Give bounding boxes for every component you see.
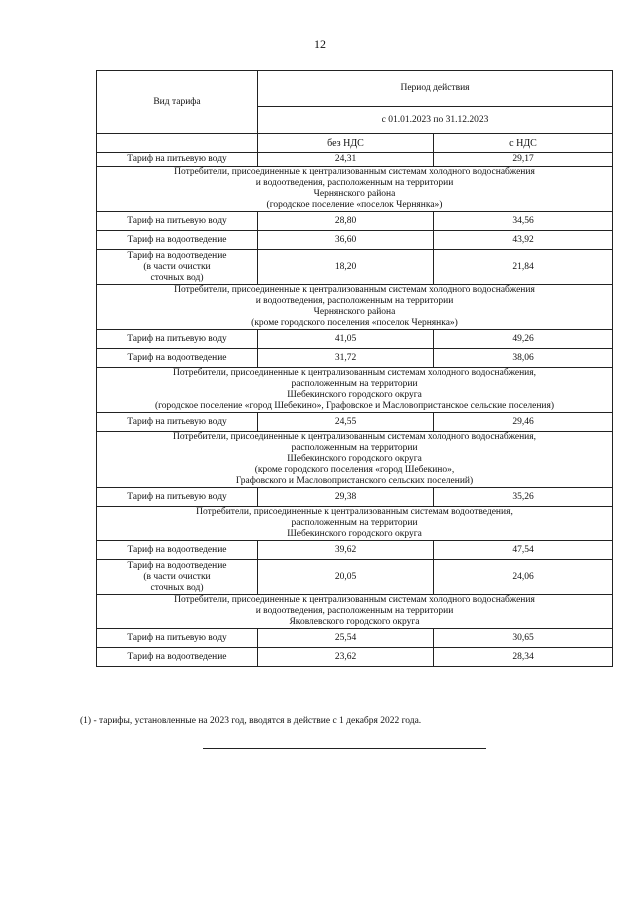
value-with-vat: 30,65	[434, 629, 613, 648]
group-header-row	[97, 368, 613, 413]
table-row	[97, 330, 613, 349]
row-label-line: сточных вод)	[150, 582, 204, 593]
group-heading-line: Яковлевского городского округа	[289, 617, 420, 627]
table-row	[97, 250, 613, 285]
group-heading-line: расположенным на территории	[291, 379, 418, 389]
row-label	[97, 560, 258, 595]
row-label: Тариф на водоотведение	[97, 349, 258, 368]
value-with-vat: 28,34	[434, 648, 613, 667]
group-header-row	[97, 285, 613, 330]
value-without-vat: 39,62	[258, 541, 434, 560]
row-label	[97, 250, 258, 285]
row-label: Тариф на питьевую воду	[97, 153, 258, 167]
group-heading-line: (городское поселение «город Шебекино», Графовское и Масловопристанское сельские поселения)	[154, 401, 555, 411]
table-body	[97, 153, 613, 667]
value-without-vat: 28,80	[258, 212, 434, 231]
group-heading-line: Потребители, присоединенные к централизованным системам холодного водоснабжения	[174, 167, 535, 177]
tariff-kind-header: Вид тарифа	[97, 71, 258, 134]
value-without-vat: 31,72	[258, 349, 434, 368]
value-without-vat: 25,54	[258, 629, 434, 648]
table-row	[97, 413, 613, 432]
table-row	[97, 212, 613, 231]
row-label: Тариф на питьевую воду	[97, 629, 258, 648]
group-heading-line: и водоотведения, расположенным на территории	[255, 296, 454, 306]
row-label: Тариф на питьевую воду	[97, 488, 258, 507]
value-without-vat: 18,20	[258, 250, 434, 285]
group-heading-line: Шебекинского городского округа	[287, 454, 422, 464]
value-without-vat: 24,31	[258, 153, 434, 167]
value-with-vat: 29,17	[434, 153, 613, 167]
group-heading-line: (кроме городского поселения «город Шебекино»,	[254, 465, 455, 475]
row-label: Тариф на водоотведение	[97, 648, 258, 667]
value-with-vat: 43,92	[434, 231, 613, 250]
group-heading-line: и водоотведения, расположенным на территории	[255, 606, 454, 616]
period-dates: с 01.01.2023 по 31.12.2023	[258, 107, 613, 134]
table-row	[97, 153, 613, 167]
group-heading-line: Шебекинского городского округа	[287, 529, 422, 539]
row-label: Тариф на питьевую воду	[97, 413, 258, 432]
group-heading-line: Шебекинского городского округа	[287, 390, 422, 400]
group-heading-line: Чернянского района	[313, 307, 396, 317]
value-with-vat: 24,06	[434, 560, 613, 595]
group-heading	[97, 167, 613, 212]
group-heading	[97, 507, 613, 541]
table-header	[97, 71, 613, 153]
row-label-line: (в части очистки	[143, 261, 211, 272]
table-row	[97, 541, 613, 560]
period-header: Период действия	[258, 71, 613, 107]
group-heading-line: и водоотведения, расположенным на территории	[255, 178, 454, 188]
group-heading-line: расположенным на территории	[291, 518, 418, 528]
row-label: Тариф на водоотведение	[97, 541, 258, 560]
table-row	[97, 560, 613, 595]
group-heading-line: расположенным на территории	[291, 443, 418, 453]
value-with-vat: 29,46	[434, 413, 613, 432]
group-header-row	[97, 507, 613, 541]
group-heading-line: (городское поселение «поселок Чернянка»)	[266, 200, 443, 210]
table-row	[97, 629, 613, 648]
value-with-vat: 49,26	[434, 330, 613, 349]
value-without-vat: 20,05	[258, 560, 434, 595]
group-heading-line: Чернянского района	[313, 189, 396, 199]
group-heading	[97, 432, 613, 488]
row-label-line: сточных вод)	[150, 272, 204, 283]
tariff-table	[96, 70, 613, 667]
group-heading-line: Графовского и Масловопристанского сельских поселений)	[235, 476, 474, 486]
page-number: 12	[314, 37, 326, 51]
value-with-vat: 35,26	[434, 488, 613, 507]
group-heading-line: Потребители, присоединенные к централизованным системам холодного водоснабжения	[174, 285, 535, 295]
row-label: Тариф на водоотведение	[97, 231, 258, 250]
group-header-row	[97, 167, 613, 212]
closing-rule	[203, 748, 486, 749]
value-with-vat: 34,56	[434, 212, 613, 231]
value-without-vat: 29,38	[258, 488, 434, 507]
group-heading-line: Потребители, присоединенные к централизованным системам холодного водоснабжения	[174, 595, 535, 605]
without-vat-header: без НДС	[258, 134, 434, 153]
row-label-line: Тариф на водоотведение	[127, 560, 227, 571]
value-with-vat: 47,54	[434, 541, 613, 560]
group-header-row	[97, 595, 613, 629]
group-header-row	[97, 432, 613, 488]
value-with-vat: 38,06	[434, 349, 613, 368]
table-row	[97, 349, 613, 368]
value-without-vat: 41,05	[258, 330, 434, 349]
row-label-line: (в части очистки	[143, 571, 211, 582]
footnote: (1) - тарифы, установленные на 2023 год, вводятся в действие с 1 декабря 2022 года.	[80, 716, 422, 726]
table-row	[97, 648, 613, 667]
group-heading	[97, 368, 613, 413]
value-with-vat: 21,84	[434, 250, 613, 285]
group-heading-line: (кроме городского поселения «поселок Чернянка»)	[251, 318, 458, 328]
table-row	[97, 488, 613, 507]
group-heading-line: Потребители, присоединенные к централизованным системам холодного водоснабжения,	[172, 368, 537, 378]
group-heading	[97, 285, 613, 330]
row-label: Тариф на питьевую воду	[97, 330, 258, 349]
group-heading-line: Потребители, присоединенные к централизованным системам холодного водоснабжения,	[172, 432, 537, 442]
value-without-vat: 24,55	[258, 413, 434, 432]
row-label: Тариф на питьевую воду	[97, 212, 258, 231]
header-spacer	[97, 134, 258, 153]
row-label-line: Тариф на водоотведение	[127, 250, 227, 261]
with-vat-header: с НДС	[434, 134, 613, 153]
group-heading	[97, 595, 613, 629]
group-heading-line: Потребители, присоединенные к централизованным системам водоотведения,	[196, 507, 513, 517]
value-without-vat: 36,60	[258, 231, 434, 250]
value-without-vat: 23,62	[258, 648, 434, 667]
table-row	[97, 231, 613, 250]
